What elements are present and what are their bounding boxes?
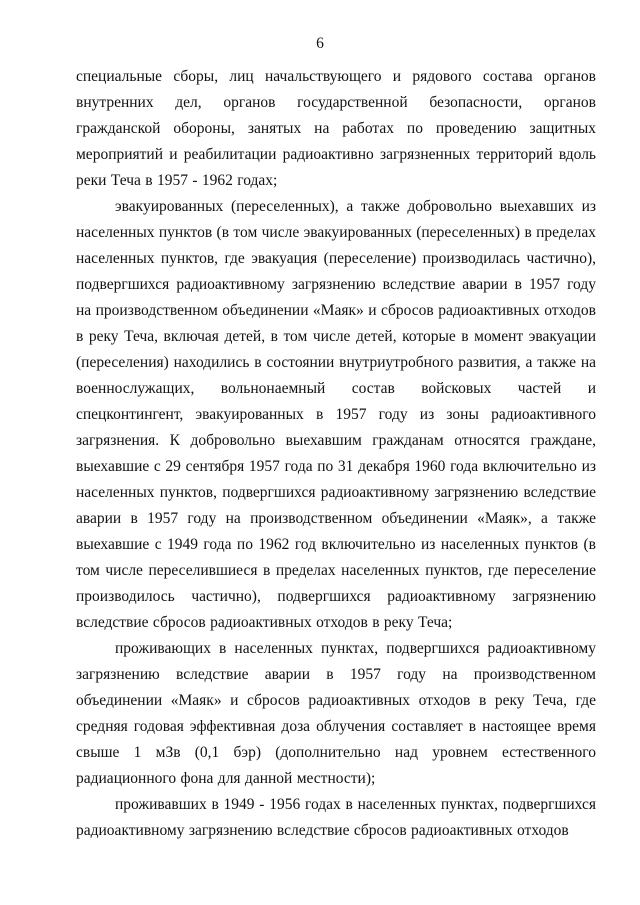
page-number: 6 (316, 35, 324, 52)
paragraph-residing-persons: проживающих в населенных пунктах, подвергшихся радиоактивному загрязнению вследствие аварии в 1957 году на производственном объединении «Маяк» и сбросов радиоактивных отходов в реку Теча, где средняя годовая эффективная доза облучения составляет в настоящее время свыше 1 мЗв (0,1 бэр) (дополнительно над уровнем естественного радиационного фона для данной местности); (76, 640, 596, 787)
paragraph-continuation: специальные сборы, лиц начальствующего и рядового состава органов внутренних дел, органов государственной безопасности, органов гражданской обороны, занятых на работах по проведению защитных мероприятий и реабилитации радиоактивно загрязненных территорий вдоль реки Теча в 1957 - 1962 годах; (76, 68, 596, 189)
paragraph-evacuated-persons: эвакуированных (переселенных), а также добровольно выехавших из населенных пунктов (в том числе эвакуированных (переселенных) в пределах населенных пунктов, где эвакуация (переселение) производилась частично), подвергшихся радиоактивному загрязнению вследствие аварии в 1957 году на производственном объединении «Маяк» и сбросов радиоактивных отходов в реку Теча, включая детей, в том числе детей, которые в момент эвакуации (переселения) находились в состоянии внутриутробного развития, а также на военнослужащих, вольнонаемный состав войсковых частей и спецконтингент, эвакуированных в 1957 году из зоны радиоактивного загрязнения. К добровольно выехавшим гражданам относятся граждане, выехавшие с 29 сентября 1957 года по 31 декабря 1960 года включительно из населенных пунктов, подвергшихся радиоактивному загрязнению вследствие аварии в 1957 году на производственном объединении «Маяк», а также выехавшие с 1949 года по 1962 год включительно из населенных пунктов (в том числе переселившиеся в пределах населенных пунктов, где переселение производилось частично), подвергшихся радиоактивному загрязнению вследствие сбросов радиоактивных отходов в реку Теча; (76, 198, 596, 631)
paragraph-resided-1949-1956: проживавших в 1949 - 1956 годах в населенных пунктах, подвергшихся радиоактивному загрязнению вследствие сбросов радиоактивных отходов (76, 796, 596, 839)
document-body (76, 64, 596, 844)
